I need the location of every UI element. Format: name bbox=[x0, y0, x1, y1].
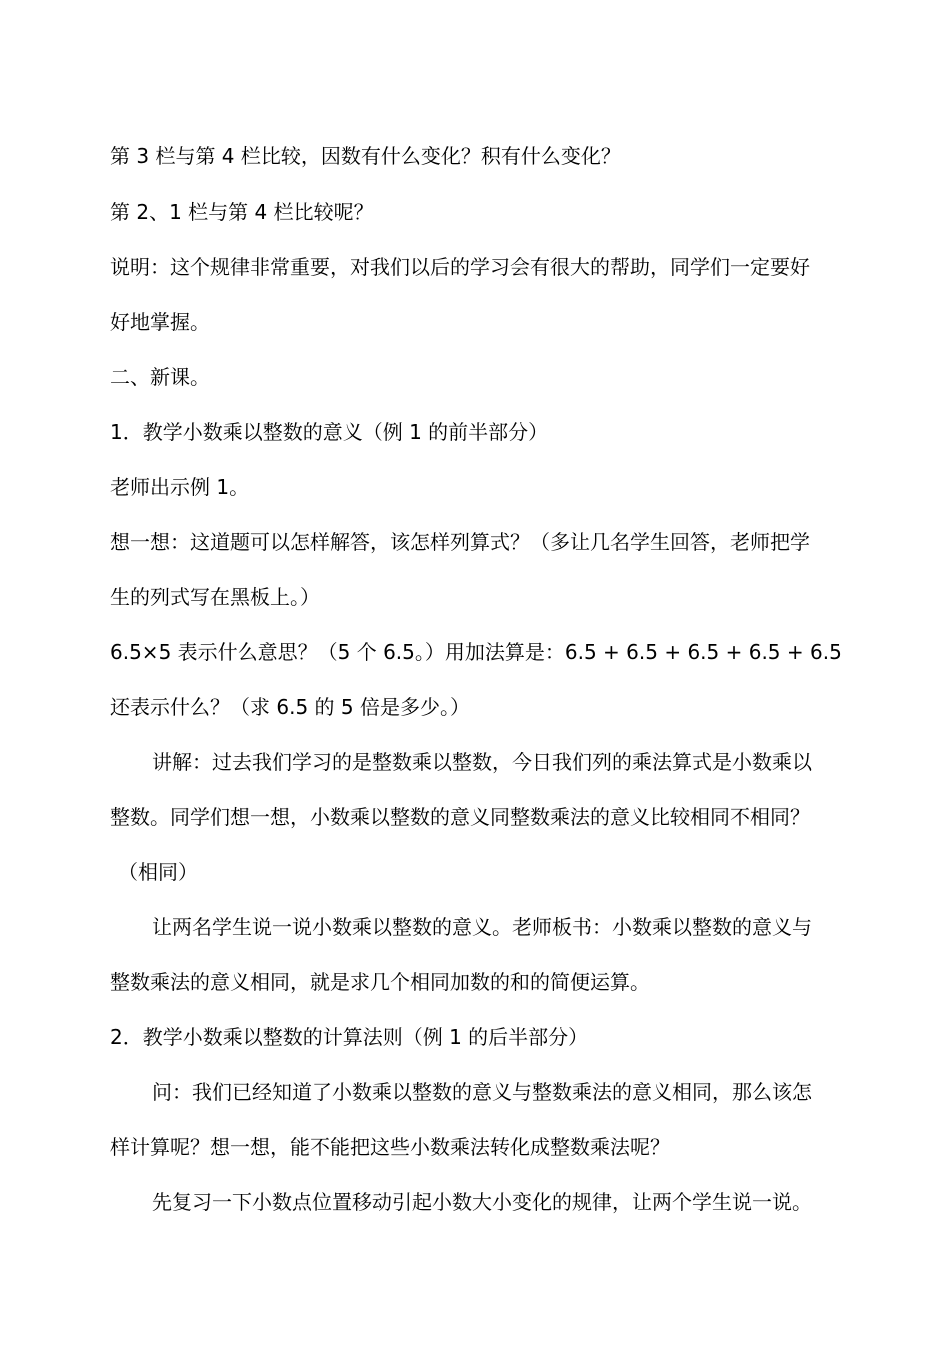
text-line: 生的列式写在黑板上。） bbox=[110, 585, 320, 609]
text-line: 第 3 栏与第 4 栏比较，因数有什么变化？积有什么变化？ bbox=[110, 144, 621, 168]
text-line: 想一想：这道题可以怎样解答，该怎样列算式？（多让几名学生回答，老师把学 bbox=[110, 530, 810, 554]
text-line: 讲解：过去我们学习的是整数乘以整数，今日我们列的乘法算式是小数乘以 bbox=[152, 750, 812, 774]
text-line: 好地掌握。 bbox=[110, 310, 210, 334]
text-line: 问：我们已经知道了小数乘以整数的意义与整数乘法的意义相同，那么该怎 bbox=[152, 1080, 812, 1104]
text-line: 6.5×5 表示什么意思？（5 个 6.5。）用加法算是：6.5 + 6.5 + 6.5 + 6.5 + 6.5 bbox=[110, 640, 842, 664]
text-line: 说明：这个规律非常重要，对我们以后的学习会有很大的帮助，同学们一定要好 bbox=[110, 255, 810, 279]
text-line: 整数。同学们想一想，小数乘以整数的意义同整数乘法的意义比较相同不相同？ bbox=[110, 805, 810, 829]
text-line: 先复习一下小数点位置移动引起小数大小变化的规律，让两个学生说一说。 bbox=[152, 1190, 812, 1214]
text-line: 第 2、1 栏与第 4 栏比较呢？ bbox=[110, 200, 374, 224]
text-line: 老师出示例 1。 bbox=[110, 475, 250, 499]
subsection-heading: 1．教学小数乘以整数的意义（例 1 的前半部分） bbox=[110, 420, 549, 444]
subsection-heading: 2．教学小数乘以整数的计算法则（例 1 的后半部分） bbox=[110, 1025, 589, 1049]
text-line: （相同） bbox=[118, 860, 198, 884]
text-line: 让两名学生说一说小数乘以整数的意义。老师板书：小数乘以整数的意义与 bbox=[152, 915, 812, 939]
text-line: 还表示什么？（求 6.5 的 5 倍是多少。） bbox=[110, 695, 470, 719]
section-heading: 二、新课。 bbox=[110, 365, 210, 389]
text-line: 样计算呢？想一想，能不能把这些小数乘法转化成整数乘法呢？ bbox=[110, 1135, 670, 1159]
text-line: 整数乘法的意义相同，就是求几个相同加数的和的简便运算。 bbox=[110, 970, 650, 994]
